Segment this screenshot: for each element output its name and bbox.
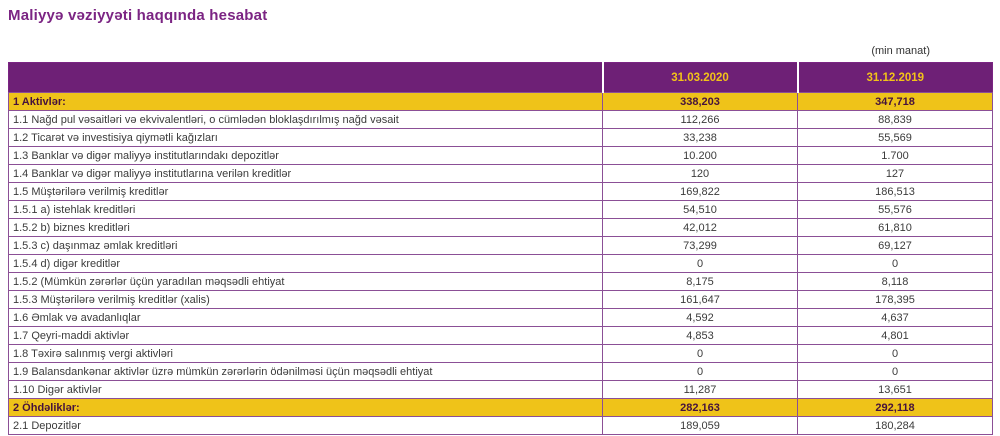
- row-label: 2.1 Depozitlər: [9, 417, 603, 435]
- financial-position-table: [8, 62, 993, 435]
- row-label: 2 Öhdəliklər:: [9, 399, 603, 417]
- value-31-03-2020: 282,163: [603, 399, 798, 417]
- table-row: [9, 255, 993, 273]
- row-label: 1.10 Digər aktivlər: [9, 381, 603, 399]
- value-31-03-2020: 33,238: [603, 129, 798, 147]
- value-31-12-2019: 178,395: [798, 291, 993, 309]
- value-31-03-2020: 10.200: [603, 147, 798, 165]
- value-31-12-2019: 127: [798, 165, 993, 183]
- value-31-03-2020: 169,822: [603, 183, 798, 201]
- value-31-03-2020: 11,287: [603, 381, 798, 399]
- row-label: 1.5 Müştərilərə verilmiş kreditlər: [9, 183, 603, 201]
- value-31-03-2020: 54,510: [603, 201, 798, 219]
- table-row: [9, 381, 993, 399]
- table-row: [9, 111, 993, 129]
- row-label: 1.5.1 a) istehlak kreditləri: [9, 201, 603, 219]
- value-31-03-2020: 4,853: [603, 327, 798, 345]
- header-row: [9, 63, 993, 93]
- value-31-12-2019: 186,513: [798, 183, 993, 201]
- row-label: 1.9 Balansdankənar aktivlər üzrə mümkün zərərlərin ödənilməsi üçün məqsədli ehtiyat: [9, 363, 603, 381]
- table-row: [9, 201, 993, 219]
- row-label: 1.1 Nağd pul vəsaitləri və ekvivalentləri, o cümlədən bloklaşdırılmış nağd vəsait: [9, 111, 603, 129]
- table-row: [9, 309, 993, 327]
- value-31-12-2019: 13,651: [798, 381, 993, 399]
- value-31-12-2019: 0: [798, 363, 993, 381]
- value-31-12-2019: 292,118: [798, 399, 993, 417]
- row-label: 1.6 Əmlak və avadanlıqlar: [9, 309, 603, 327]
- value-31-03-2020: 338,203: [603, 93, 798, 111]
- value-31-03-2020: 0: [603, 363, 798, 381]
- table-row: [9, 273, 993, 291]
- table-row: [9, 183, 993, 201]
- row-label: 1.3 Banklar və digər maliyyə institutlarındakı depozitlər: [9, 147, 603, 165]
- page-title: Maliyyə vəziyyəti haqqında hesabat: [8, 7, 268, 24]
- table-row: [9, 327, 993, 345]
- value-31-12-2019: 88,839: [798, 111, 993, 129]
- table-row: [9, 237, 993, 255]
- value-31-03-2020: 73,299: [603, 237, 798, 255]
- value-31-12-2019: 347,718: [798, 93, 993, 111]
- value-31-12-2019: 4,637: [798, 309, 993, 327]
- value-31-12-2019: 1.700: [798, 147, 993, 165]
- table-header: [9, 63, 993, 93]
- value-31-12-2019: 8,118: [798, 273, 993, 291]
- table-row: [9, 129, 993, 147]
- table-row: [9, 363, 993, 381]
- value-31-03-2020: 8,175: [603, 273, 798, 291]
- header-empty-cell: [9, 63, 603, 93]
- row-label: 1.5.2 b) biznes kreditləri: [9, 219, 603, 237]
- value-31-12-2019: 69,127: [798, 237, 993, 255]
- header-date-2019: 31.12.2019: [798, 63, 993, 93]
- value-31-12-2019: 180,284: [798, 417, 993, 435]
- value-31-12-2019: 55,576: [798, 201, 993, 219]
- section-row: [9, 93, 993, 111]
- value-31-12-2019: 61,810: [798, 219, 993, 237]
- row-label: 1.5.4 d) digər kreditlər: [9, 255, 603, 273]
- table-row: [9, 147, 993, 165]
- value-31-03-2020: 0: [603, 255, 798, 273]
- section-row: [9, 399, 993, 417]
- value-31-03-2020: 0: [603, 345, 798, 363]
- value-31-03-2020: 42,012: [603, 219, 798, 237]
- value-31-12-2019: 0: [798, 345, 993, 363]
- row-label: 1 Aktivlər:: [9, 93, 603, 111]
- unit-note: (min manat): [871, 45, 930, 57]
- value-31-12-2019: 55,569: [798, 129, 993, 147]
- row-label: 1.8 Təxirə salınmış vergi aktivləri: [9, 345, 603, 363]
- value-31-12-2019: 0: [798, 255, 993, 273]
- value-31-03-2020: 161,647: [603, 291, 798, 309]
- row-label: 1.2 Ticarət və investisiya qiymətli kağızları: [9, 129, 603, 147]
- value-31-03-2020: 112,266: [603, 111, 798, 129]
- row-label: 1.5.2 (Mümkün zərərlər üçün yaradılan məqsədli ehtiyat: [9, 273, 603, 291]
- value-31-12-2019: 4,801: [798, 327, 993, 345]
- row-label: 1.5.3 c) daşınmaz əmlak kreditləri: [9, 237, 603, 255]
- row-label: 1.4 Banklar və digər maliyyə institutlarına verilən kreditlər: [9, 165, 603, 183]
- header-date-2020: 31.03.2020: [603, 63, 798, 93]
- value-31-03-2020: 4,592: [603, 309, 798, 327]
- table-row: [9, 345, 993, 363]
- table-row: [9, 219, 993, 237]
- row-label: 1.5.3 Müştərilərə verilmiş kreditlər (xalis): [9, 291, 603, 309]
- row-label: 1.7 Qeyri-maddi aktivlər: [9, 327, 603, 345]
- table-row: [9, 417, 993, 435]
- table-row: [9, 291, 993, 309]
- table-row: [9, 165, 993, 183]
- report-table-body: [9, 93, 993, 435]
- value-31-03-2020: 189,059: [603, 417, 798, 435]
- value-31-03-2020: 120: [603, 165, 798, 183]
